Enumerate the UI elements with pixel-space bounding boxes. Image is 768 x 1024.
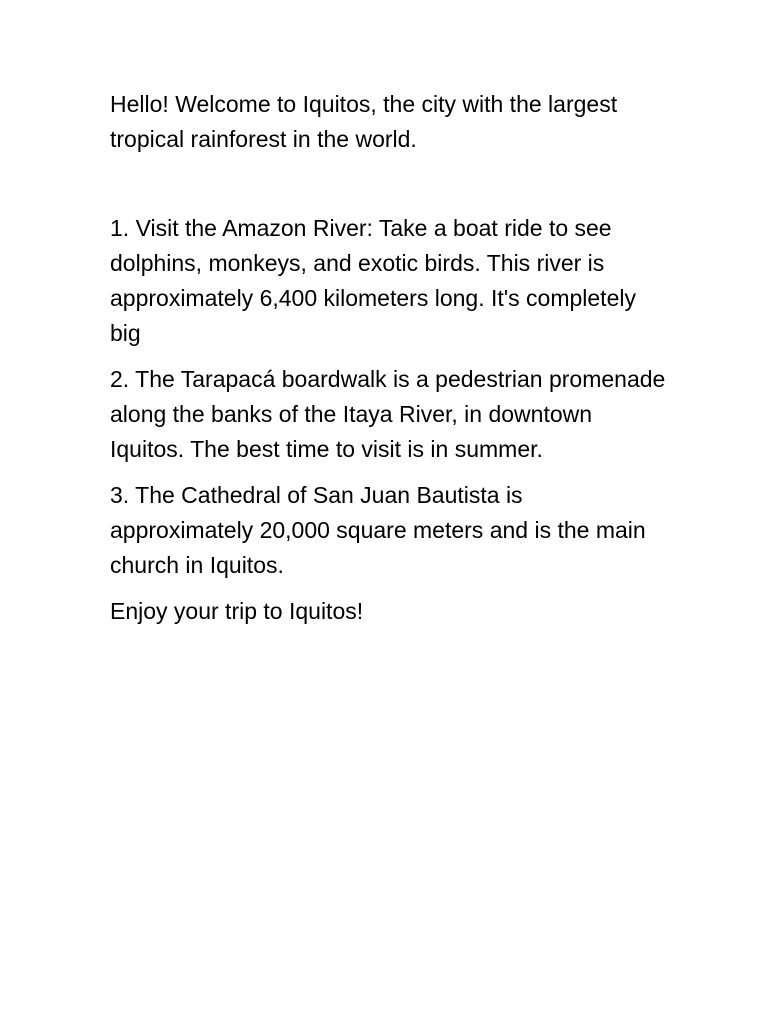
list-item-amazon-river: 1. Visit the Amazon River: Take a boat ride to see dolphins, monkeys, and exotic birds. This river is approximately 6,400 kilometers long. It's completely big	[110, 215, 636, 346]
document-body	[110, 87, 670, 629]
list-item-tarapaca-boardwalk: 2. The Tarapacá boardwalk is a pedestrian promenade along the banks of the Itaya River, in downtown Iquitos. The best time to visit is in summer.	[110, 366, 666, 462]
list-item-cathedral: 3. The Cathedral of San Juan Bautista is approximately 20,000 square meters and is the main church in Iquitos.	[110, 482, 646, 578]
intro-paragraph: Hello! Welcome to Iquitos, the city with the largest tropical rainforest in the world.	[110, 91, 618, 152]
closing-paragraph: Enjoy your trip to Iquitos!	[110, 598, 364, 624]
